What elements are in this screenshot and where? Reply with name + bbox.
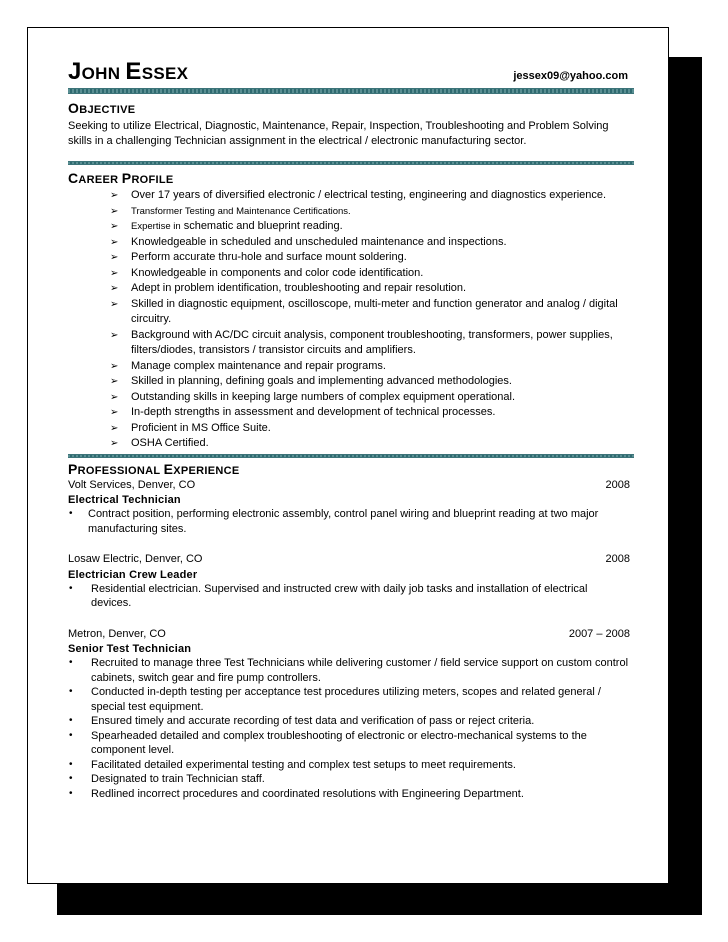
list-item: • Recruited to manage three Test Technicians while delivering customer / field service support on custom control cabinets, switch gear and fire pump controllers. (69, 657, 629, 684)
job-bullets (68, 656, 630, 801)
dot-bullet-icon: • (69, 773, 73, 784)
job-bullets (68, 582, 630, 611)
list-item: ➢ Over 17 years of diversified electronic / electrical testing, engineering and diagnostics experience. (108, 188, 630, 204)
arrow-bullet-icon: ➢ (110, 360, 119, 372)
list-item: • Designated to train Technician staff. (69, 773, 265, 785)
list-item: ➢ In-depth strengths in assessment and development of technical processes. (108, 405, 630, 421)
job-title: Electrician Crew Leader (68, 568, 198, 581)
list-item: • Ensured timely and accurate recording of test data and verification of pass or reject criteria. (69, 715, 535, 727)
dot-bullet-icon: • (69, 729, 73, 741)
arrow-bullet-icon: ➢ (110, 283, 119, 294)
list-item: ➢ Skilled in planning, defining goals and implementing advanced methodologies. (108, 374, 630, 390)
job-date: 2008 (605, 553, 630, 565)
job-bullets (68, 507, 630, 536)
dot-bullet-icon: • (69, 715, 73, 726)
job-date: 2007 – 2008 (568, 627, 630, 640)
list-item: • Spearheaded detailed and complex troubleshooting of electronic or electro-mechanical systems to the component level. (69, 729, 587, 756)
list-item: ➢ Perform accurate thru-hole and surface mount soldering. (108, 250, 630, 266)
list-item: • Conducted in-depth testing per acceptance test procedures utilizing meters, scopes and related general / special test equipment. (69, 686, 601, 713)
career-profile-divider (68, 454, 634, 458)
job-company: Volt Services, Denver, CO (68, 478, 196, 491)
job-date: 2008 (605, 478, 630, 491)
resume-page (27, 27, 669, 884)
resume-content (68, 58, 630, 801)
job-entry-metron (68, 627, 630, 802)
job-company: Losaw Electric, Denver, CO (68, 553, 203, 565)
arrow-bullet-icon: ➢ (110, 221, 119, 232)
list-item: ➢ Background with AC/DC circuit analysis, component troubleshooting, transformers, power supplies, filters/diodes, transistors / transistor circuits and amplifiers. (110, 328, 613, 356)
list-item: ➢ Expertise in schematic and blueprint reading. (108, 219, 630, 235)
list-item: ➢ Adept in problem identification, troubleshooting and repair resolution. (108, 281, 630, 297)
career-profile-list (68, 188, 630, 452)
resume-header (68, 58, 630, 88)
arrow-bullet-icon: ➢ (110, 205, 119, 217)
dot-bullet-icon: • (69, 686, 73, 697)
dot-bullet-icon: • (69, 657, 73, 668)
career-profile-heading: CAREER PROFILE (68, 170, 174, 186)
arrow-bullet-icon: ➢ (110, 438, 119, 449)
list-item: • Facilitated detailed experimental testing and complex test setups to meet requirements. (69, 758, 516, 771)
objective-heading: OBJECTIVE (68, 100, 136, 116)
list-item: ➢ Proficient in MS Office Suite. (108, 421, 630, 437)
job-company: Metron, Denver, CO (68, 627, 166, 640)
arrow-bullet-icon: ➢ (110, 236, 119, 248)
arrow-bullet-icon: ➢ (110, 407, 119, 418)
arrow-bullet-icon: ➢ (110, 422, 119, 434)
objective-text: Seeking to utilize Electrical, Diagnostic, Maintenance, Repair, Inspection, Troubleshooting and Problem Solving skills in a challenging Technician assignment in the electrical / electronic manufacturing sector. (68, 120, 609, 147)
list-item: ➢ Skilled in diagnostic equipment, oscilloscope, multi-meter and function generator and analog / digital circuitry. (110, 297, 618, 325)
arrow-bullet-icon: ➢ (110, 329, 119, 341)
list-item: ➢ Knowledgeable in scheduled and unscheduled maintenance and inspections. (108, 235, 630, 251)
list-item: • Redlined incorrect procedures and coordinated resolutions with Engineering Department. (69, 787, 524, 800)
dot-bullet-icon: • (69, 787, 73, 799)
job-title: Senior Test Technician (68, 643, 192, 655)
dot-bullet-icon: • (69, 582, 73, 594)
dot-bullet-icon: • (69, 758, 73, 770)
arrow-bullet-icon: ➢ (110, 190, 119, 201)
experience-heading: PROFESSIONAL EXPERIENCE (68, 460, 240, 477)
list-item: ➢ OSHA Certified. (108, 436, 630, 452)
arrow-bullet-icon: ➢ (110, 376, 119, 387)
list-item: • Residential electrician. Supervised and instructed crew with daily job tasks and installation of electrical devices. (69, 582, 588, 609)
arrow-bullet-icon: ➢ (110, 267, 119, 279)
job-entry-losaw (68, 552, 630, 611)
job-title: Electrical Technician (68, 494, 181, 506)
list-item: ➢ Transformer Testing and Maintenance Certifications. (108, 204, 630, 220)
candidate-name: JOHN ESSEX (68, 58, 189, 85)
list-item: ➢ Knowledgeable in components and color code identification. (108, 266, 630, 282)
job-entry-volt (68, 478, 630, 537)
list-item: • Contract position, performing electronic assembly, control panel wiring and blueprint reading at two major manufacturing sites. (69, 508, 599, 535)
arrow-bullet-icon: ➢ (110, 298, 119, 310)
list-item: ➢ Outstanding skills in keeping large numbers of complex equipment operational. (108, 390, 630, 406)
objective-divider (68, 161, 634, 165)
dot-bullet-icon: • (69, 508, 73, 519)
header-divider (68, 88, 634, 94)
email-address[interactable]: jessex09@yahoo.com (513, 70, 628, 82)
arrow-bullet-icon: ➢ (110, 391, 119, 403)
list-item: ➢ Manage complex maintenance and repair programs. (108, 359, 630, 375)
arrow-bullet-icon: ➢ (110, 252, 119, 263)
